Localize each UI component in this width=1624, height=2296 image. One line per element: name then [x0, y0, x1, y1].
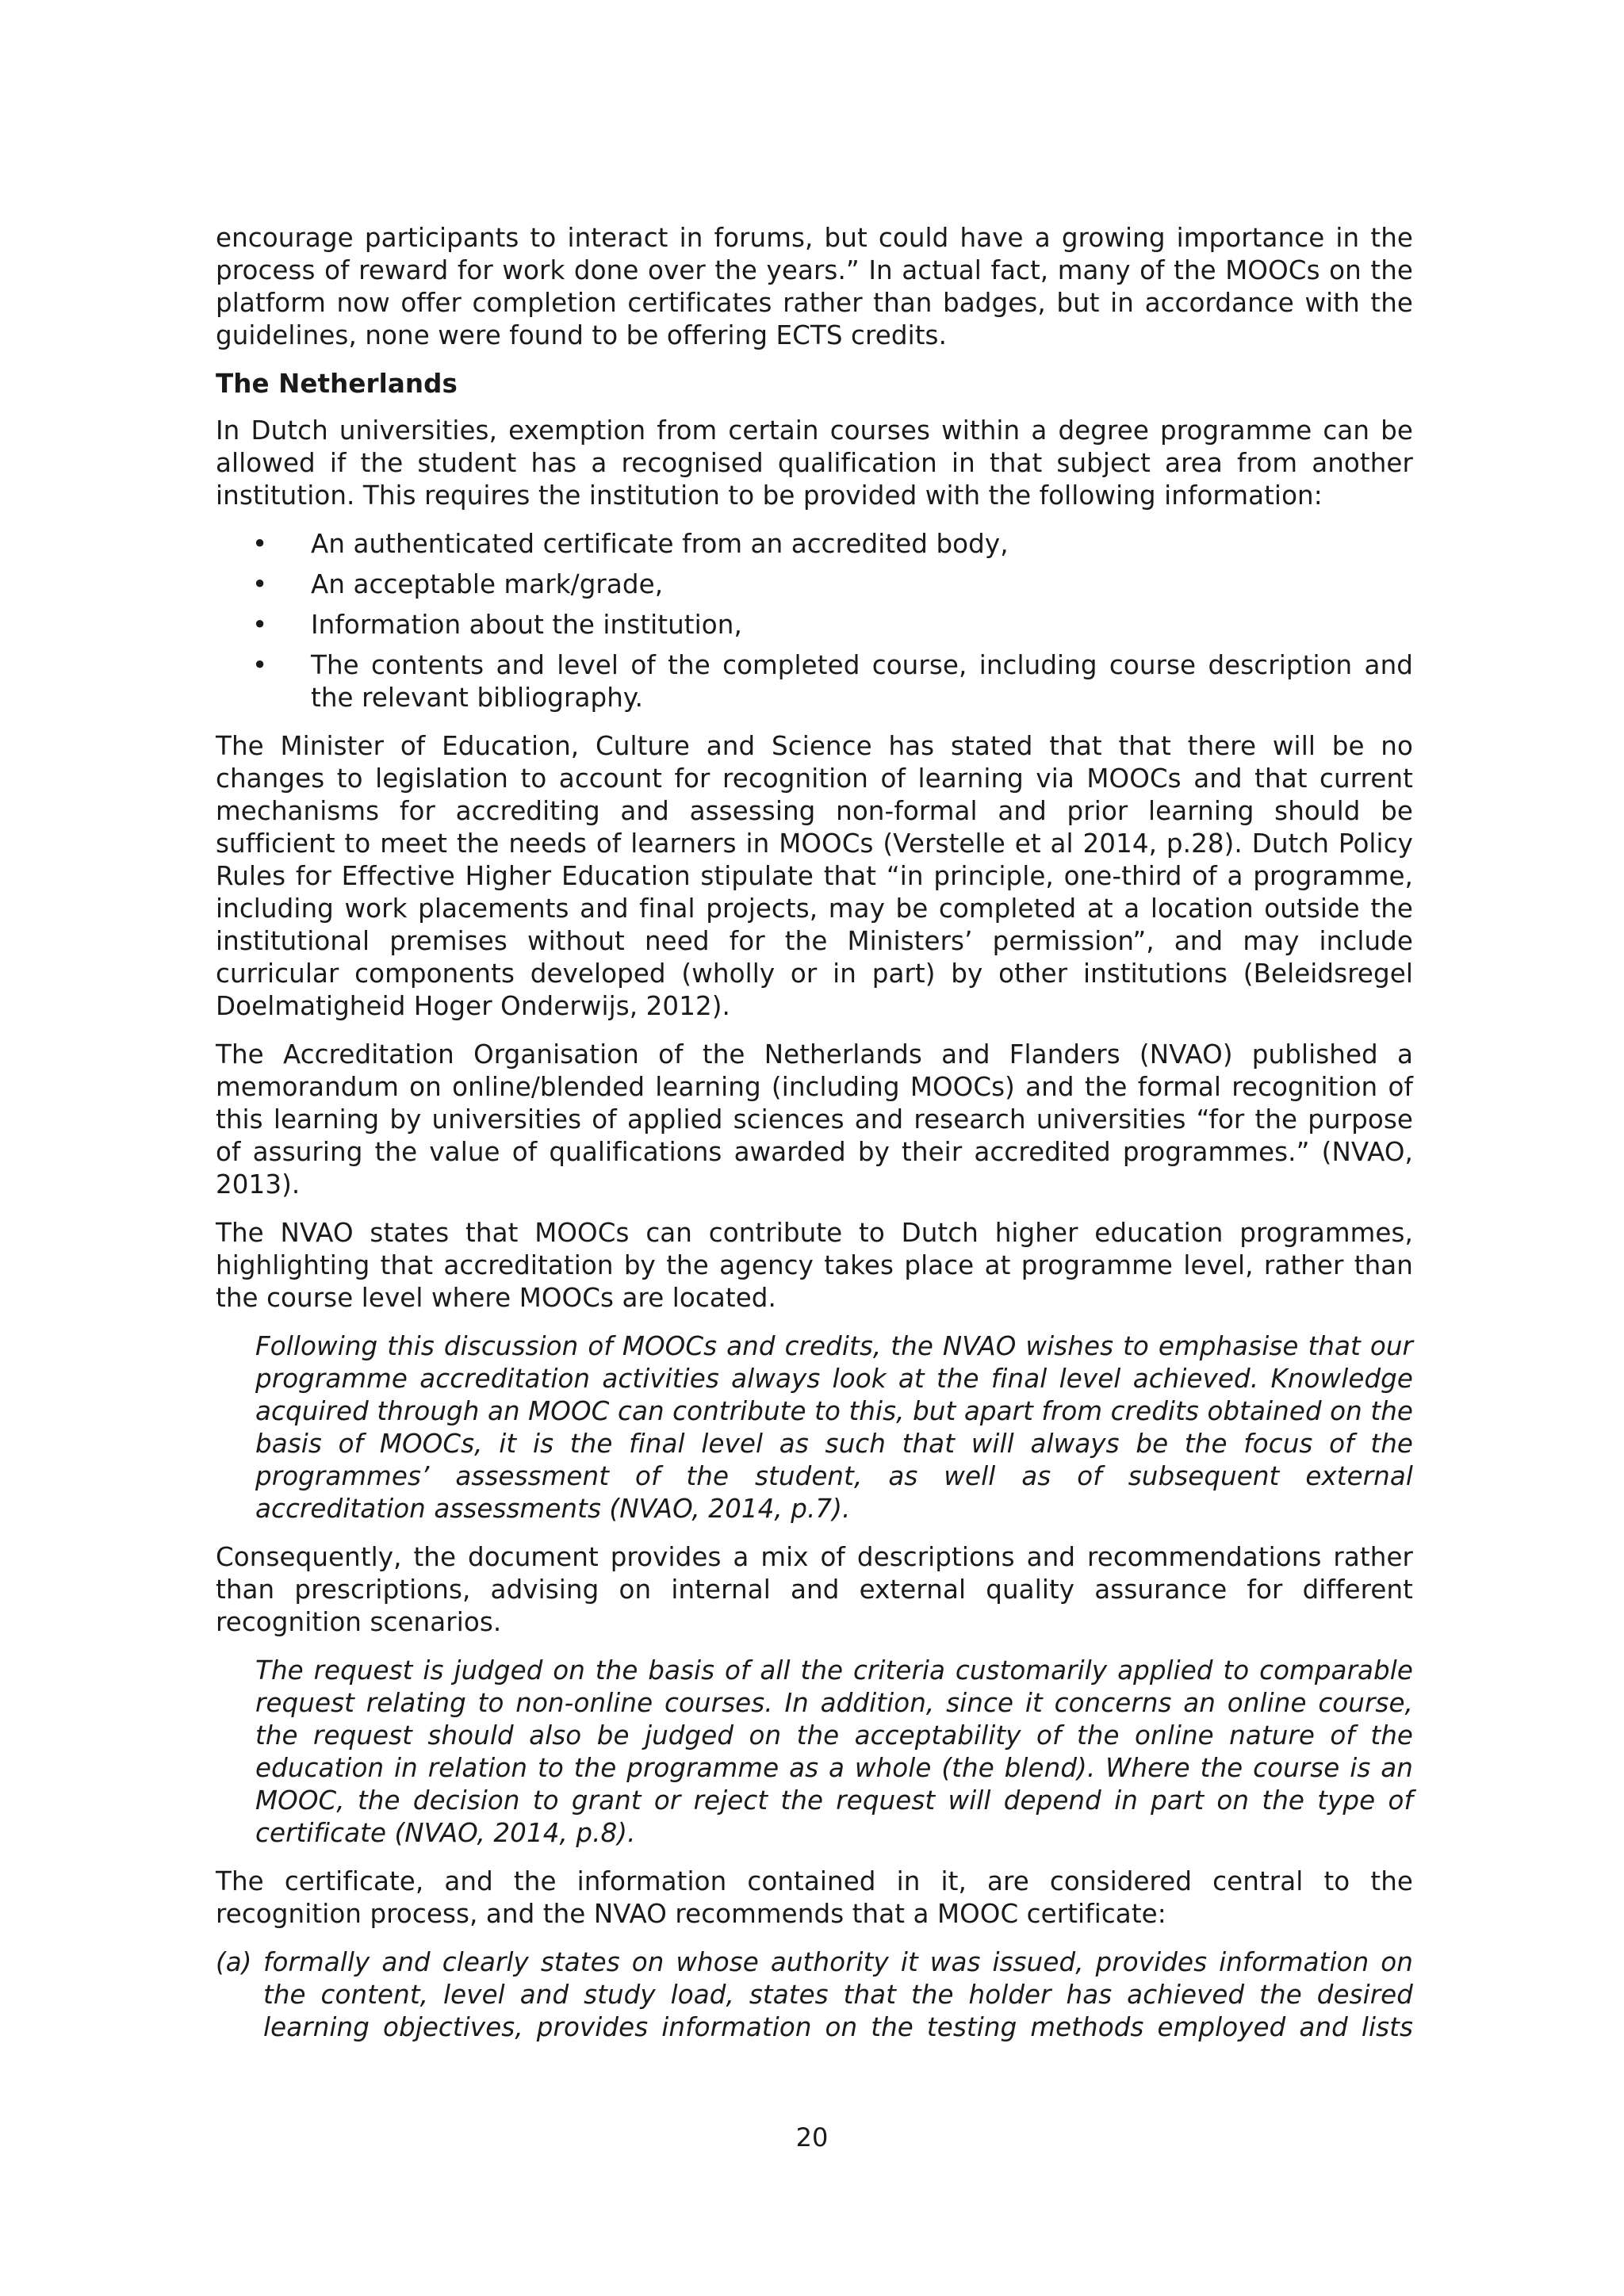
paragraph-nvao-states: The NVAO states that MOOCs can contribute to Dutch higher education programmes, highlighting that accreditation by the agency takes place at programme level, rather than the course level where MOOCs are located. [216, 1218, 1413, 1313]
list-item [216, 568, 1413, 601]
block-quote-nvao-2014-p8: The request is judged on the basis of all the criteria customarily applied to comparable request relating to non-online courses. In addition, since it concerns an online course, the request should also be judged on the acceptability of the online nature of the education in relation to the programme as a whole (the blend). Where the course is an MOOC, the decision to grant or reject the request will depend in part on the type of certificate (NVAO, 2014, p.8). [255, 1655, 1413, 1848]
requirements-list [216, 528, 1413, 714]
list-item [216, 528, 1413, 561]
paragraph-certificate-central: The certificate, and the information contained in it, are considered central to the recognition process, and the NVAO recommends that a MOOC certificate: [216, 1866, 1413, 1929]
bullet-icon: • [252, 569, 268, 599]
bullet-icon: • [252, 610, 268, 640]
bullet-icon: • [252, 650, 268, 680]
document-page [216, 222, 1413, 2060]
page-number: 20 [795, 2122, 829, 2152]
list-item-text: An acceptable mark/grade, [311, 569, 664, 599]
section-heading: The Netherlands [216, 369, 458, 399]
list-item-text: Information about the institution, [311, 610, 742, 640]
paragraph-nvao-memorandum: The Accreditation Organisation of the Netherlands and Flanders (NVAO) published a memorandum on online/blended learning (including MOOCs) and the formal recognition of this learning by universities of applied sciences and research universities “for the purpose of assuring the value of qualifications awarded by their accredited programmes.” (NVAO, 2013). [216, 1039, 1413, 1200]
paragraph-intro-continuation: encourage participants to interact in forums, but could have a growing importance in the process of reward for work done over the years.” In actual fact, many of the MOOCs on the platform now offer completion certificates rather than badges, but in accordance with the guidelines, none were found to be offering ECTS credits. [216, 223, 1413, 350]
paragraph-consequently: Consequently, the document provides a mix of descriptions and recommendations rather than prescriptions, advising on internal and external quality assurance for different recognition scenarios. [216, 1542, 1413, 1637]
block-quote-nvao-2014-p7: Following this discussion of MOOCs and credits, the NVAO wishes to emphasise that our programme accreditation activities always look at the final level achieved. Knowledge acquired through an MOOC can contribute to this, but apart from credits obtained on the basis of MOOCs, it is the final level as such that will always be the focus of the programmes’ assessment of the student, as well as of subsequent external accreditation assessments (NVAO, 2014, p.7). [255, 1331, 1413, 1524]
paragraph-dutch-exemption: In Dutch universities, exemption from certain courses within a degree programme can be allowed if the student has a recognised qualification in that subject area from another institution. This requires the institution to be provided with the following information: [216, 415, 1413, 511]
list-item-text: An authenticated certificate from an accredited body, [311, 529, 1009, 559]
item-marker: (a) [216, 1947, 252, 1977]
list-item [216, 609, 1413, 641]
list-item [216, 649, 1413, 714]
paragraph-minister-statement: The Minister of Education, Culture and Science has stated that that there will be no changes to legislation to account for recognition of learning via MOOCs and that current mechanisms for accrediting and assessing non-formal and prior learning should be sufficient to meet the needs of learners in MOOCs (Verstelle et al 2014, p.28). Dutch Policy Rules for Effective Higher Education stipulate that “in principle, one-third of a programme, including work placements and final projects, may be completed at a location outside the institutional premises without need for the Ministers’ permission”, and may include curricular components developed (wholly or in part) by other institutions (Beleidsregel Doelmatigheid Hoger Onderwijs, 2012). [216, 731, 1413, 1021]
bullet-icon: • [252, 529, 268, 559]
lettered-item-a [216, 1946, 1413, 2044]
item-text: formally and clearly states on whose authority it was issued, provides information on the content, level and study load, states that the holder has achieved the desired learning objectives, provides information on the testing methods employed and lists [263, 1947, 1413, 2042]
list-item-text: The contents and level of the completed course, including course description and the relevant bibliography. [311, 650, 1413, 713]
